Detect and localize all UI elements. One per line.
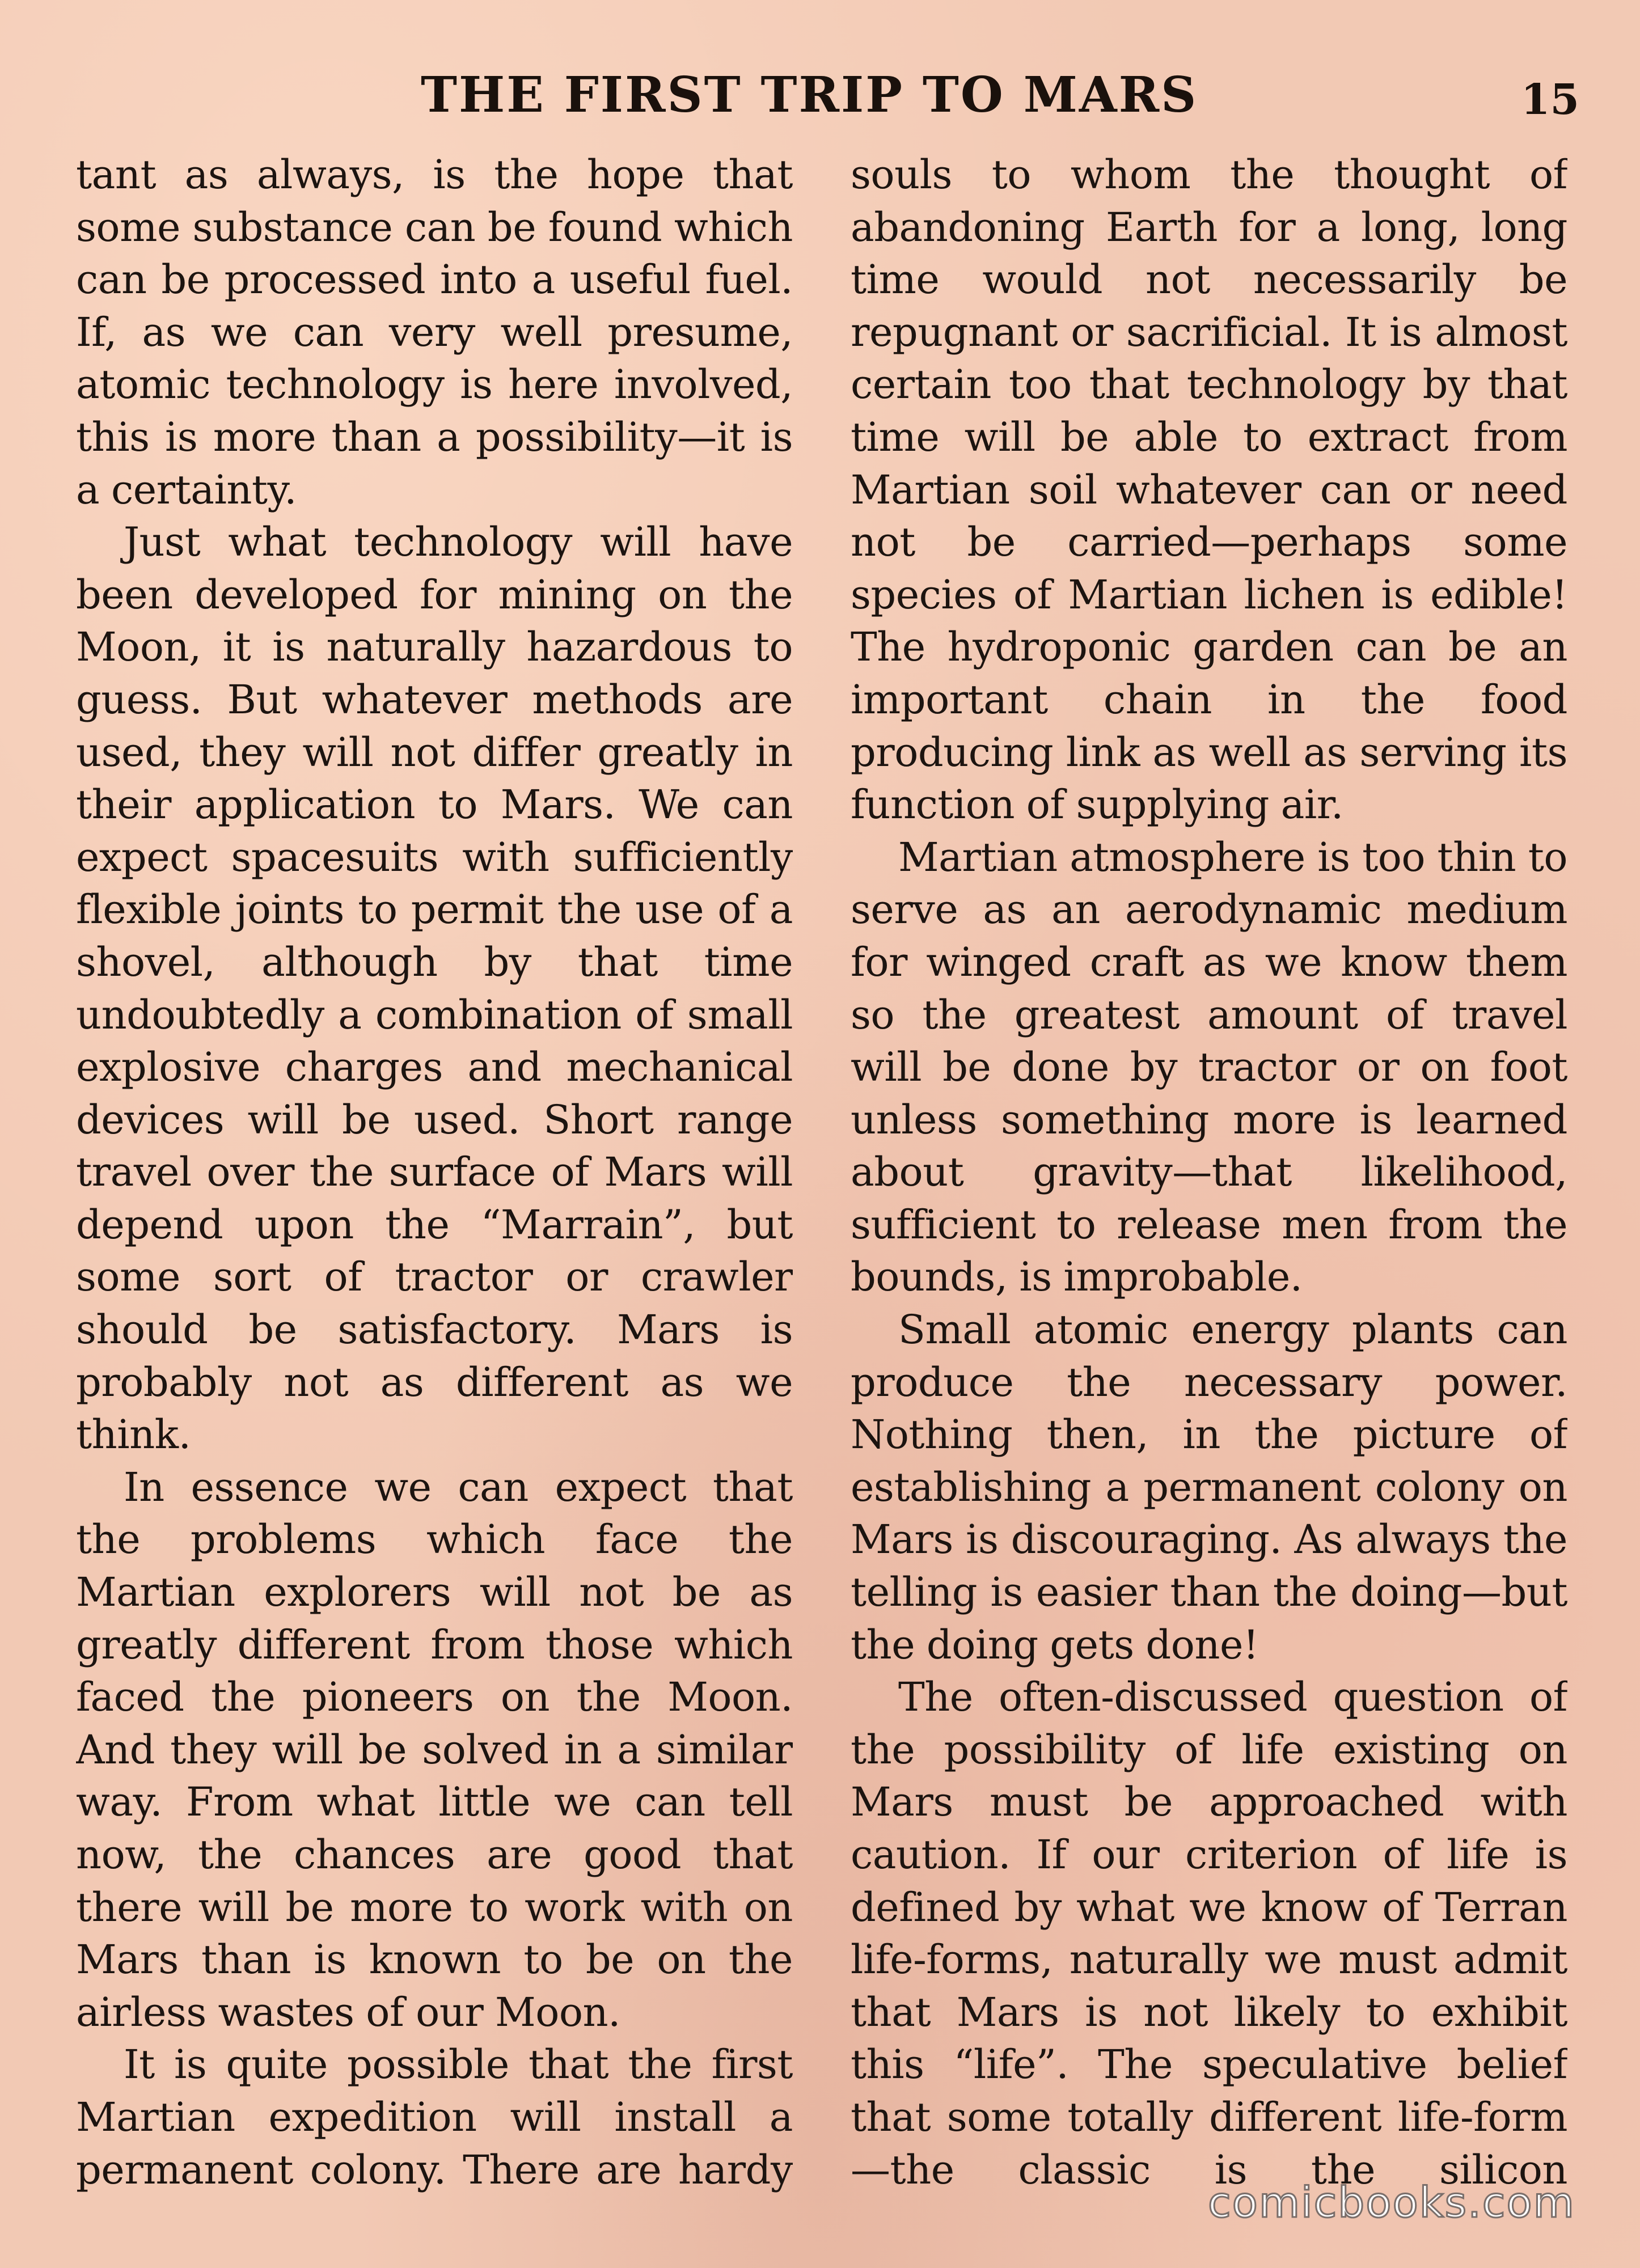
running-head xyxy=(0,61,1640,129)
paragraph: Martian atmosphere is too thin to serve as an aerodynamic medium for winged craft as we know them so the greatest amount of travel will be done by tractor or on foot unless something more is learned about gravity—that likelihood, sufficient to release men from the bounds, is improbable. xyxy=(851,833,1567,1301)
paragraph: souls to whom the thought of abandoning Earth for a long, long time would not necessarily be repugnant or sacrificial. It is almost certain too that technology by that time will be able to extract from Martian soil whatever can or need not be carried—perhaps some species of Martian lichen is edible! The hydroponic garden can be an important chain in the food producing link as well as serving its function of supplying air. xyxy=(851,151,1567,828)
paragraph: The often-discussed question of the possibility of life existing on Mars must be approached with caution. If our criterion of life is defined by what we know of Terran life-forms, naturally we must admit that Mars is not likely to exhibit this “life”. The speculative belief that some totally different life-form—the classic is the silicon xyxy=(851,1674,1567,2193)
article-title: THE FIRST TRIP TO MARS xyxy=(421,66,1198,124)
paragraph: In essence we can expect that the problems which face the Martian explorers will not be as greatly different from those which faced the pioneers on the Moon. And they will be solved in a similar way. From what little we can tell now, the chances are good that there will be more to work with on Mars than is known to be on the airless wastes of our Moon. xyxy=(76,1463,793,2036)
watermark: comicbooks.com xyxy=(1208,2178,1575,2227)
paragraph: It is quite possible that the first Martian expedition will install a permanent colony. There are hardy xyxy=(76,2041,793,2193)
paragraph: tant as always, is the hope that some substance can be found which can be processed into a useful fuel. If, as we can very well presume, atomic technology is here involved, this is more than a possibility—it is a certainty. xyxy=(76,151,793,513)
right-column xyxy=(851,149,1567,2201)
page-number: 15 xyxy=(1521,75,1579,124)
paragraph: Just what technology will have been developed for mining on the Moon, it is naturally hazardous to guess. But whatever methods are used, they will not differ greatly in their application to Mars. We can expect spacesuits with sufficiently flexible joints to permit the use of a shovel, although by that time undoubtedly a combination of small explosive charges and mechanical devices will be used. Short range travel over the surface of Mars will depend upon the “Marrain”, but some sort of tractor or crawler should be satisfactory. Mars is probably not as different as we think. xyxy=(76,519,793,1458)
paragraph: Small atomic energy plants can produce the necessary power. Nothing then, in the picture of establishing a permanent colony on Mars is discouraging. As always the telling is easier than the doing—but the doing gets done! xyxy=(851,1306,1567,1668)
left-column xyxy=(76,149,793,2201)
